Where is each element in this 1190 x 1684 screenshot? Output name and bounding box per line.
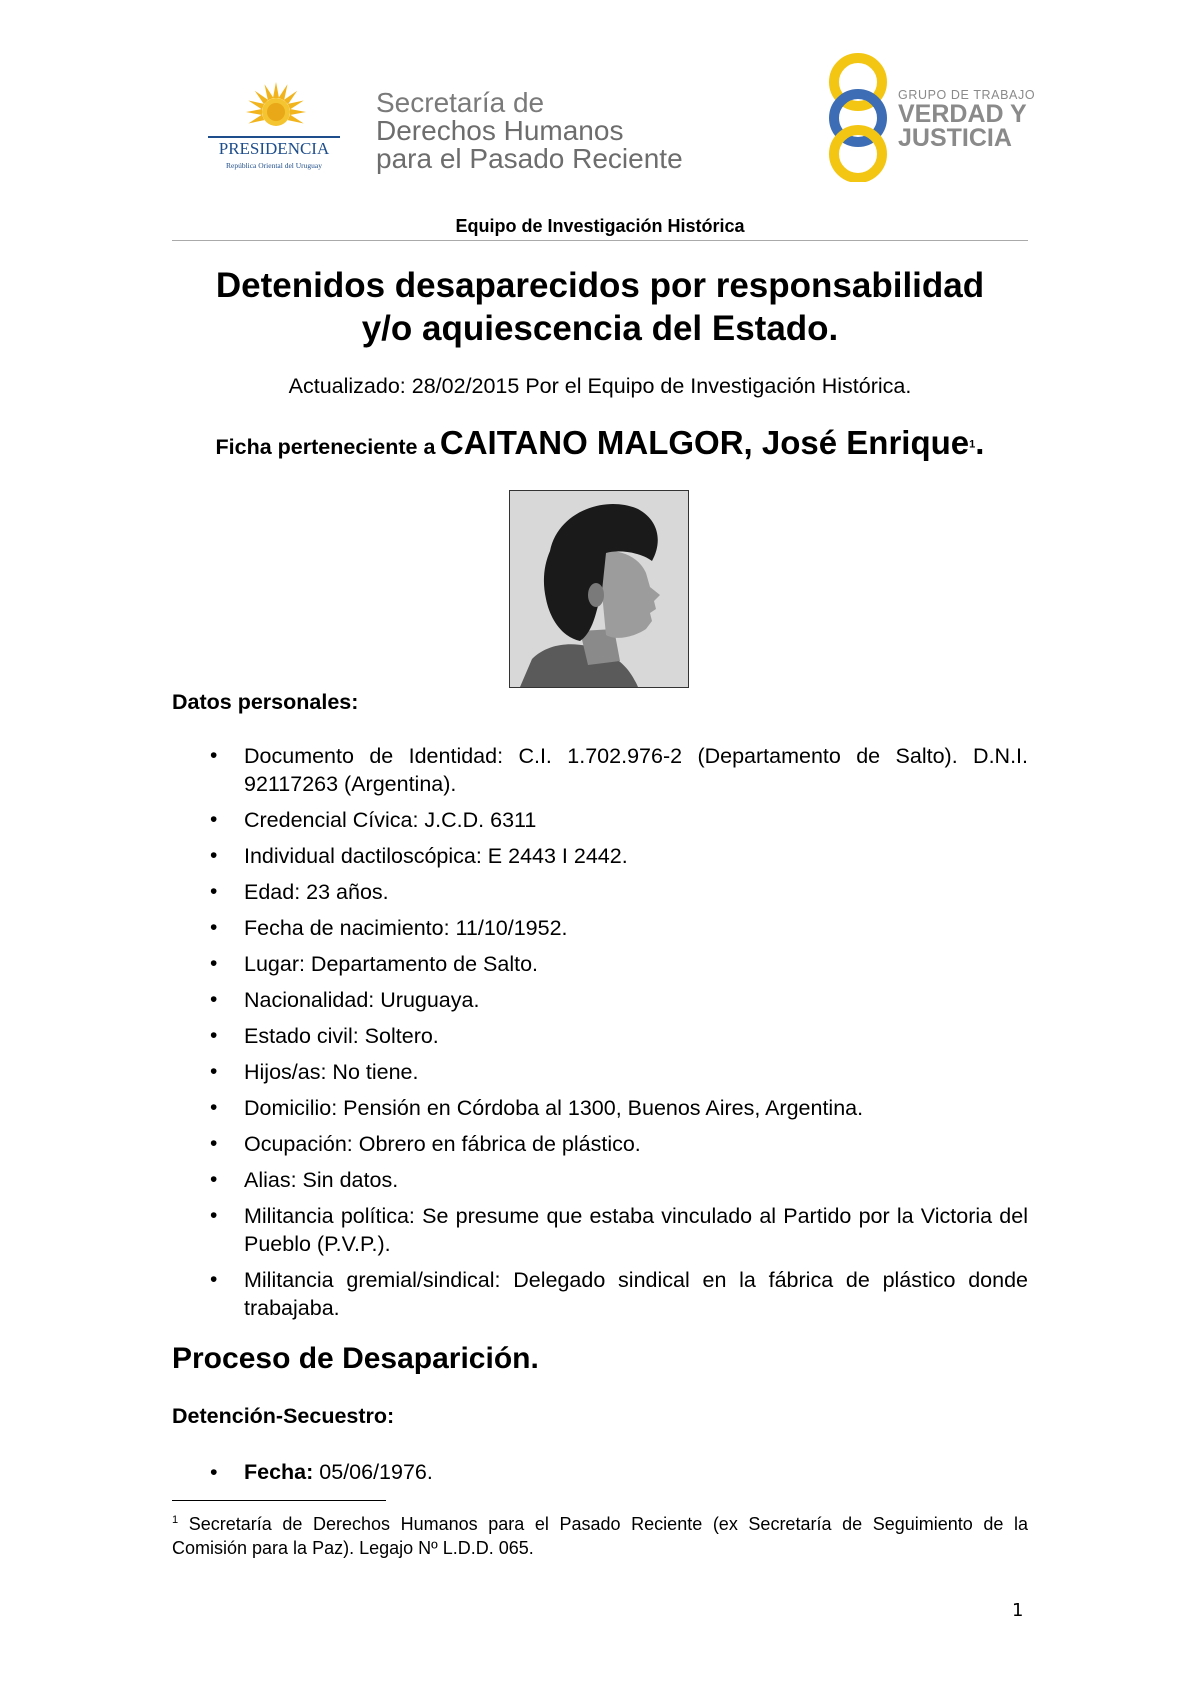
footnote-divider (172, 1500, 386, 1501)
sun-emblem-icon (198, 80, 350, 176)
footnote-number: 1 (172, 1514, 179, 1526)
list-item: • Alias: Sin datos. (172, 1166, 1028, 1194)
verdad-label: VERDAD Y (898, 100, 1027, 128)
fecha-label: Fecha: (244, 1460, 314, 1484)
list-item (172, 1458, 1028, 1486)
updated-date: Actualizado: 28/02/2015 Por el Equipo de Investigación Histórica. (288, 374, 912, 398)
list-item: • Individual dactiloscópica: E 2443 I 2442. (172, 842, 1028, 870)
secretaria-line-3: para el Pasado Reciente (376, 143, 683, 174)
fecha-value: 05/06/1976. (313, 1460, 433, 1484)
ficha-suffix: . (975, 424, 985, 461)
presidencia-logo (198, 80, 350, 176)
page-number: 1 (1012, 1600, 1024, 1621)
presidencia-subtitle: República Oriental del Uruguay (225, 161, 323, 170)
secretaria-line-1: Secretaría de (376, 87, 545, 118)
grupo-label: GRUPO DE TRABAJO (898, 88, 1036, 102)
list-item: • Ocupación: Obrero en fábrica de plástico. (172, 1130, 1028, 1158)
detencion-list (172, 1458, 1028, 1486)
list-item: • Lugar: Departamento de Salto. (172, 950, 1028, 978)
team-label: Equipo de Investigación Histórica (455, 216, 745, 236)
portrait-photo (509, 490, 689, 688)
secretaria-wordmark (376, 88, 706, 173)
list-item: • Credencial Cívica: J.C.D. 6311 (172, 806, 1028, 834)
detencion-heading: Detención-Secuestro: (172, 1404, 395, 1428)
list-item: • Estado civil: Soltero. (172, 1022, 1028, 1050)
title-line-1: Detenidos desaparecidos por responsabilidad (215, 266, 985, 305)
linked-rings-icon (822, 52, 902, 182)
list-item: • Domicilio: Pensión en Córdoba al 1300, Buenos Aires, Argentina. (172, 1094, 1028, 1122)
footnote-text: Secretaría de Derechos Humanos para el Pasado Reciente (ex Secretaría de Seguimiento de la Comisión para la Paz). Legajo Nº L.D.D. 065. (172, 1514, 1028, 1558)
footnote-ref: 1 (969, 438, 976, 451)
list-item: • Nacionalidad: Uruguaya. (172, 986, 1028, 1014)
proceso-heading: Proceso de Desaparición. (172, 1342, 539, 1375)
footnote (172, 1508, 1028, 1560)
person-name: CAITANO MALGOR, José Enrique (439, 424, 970, 461)
justicia-label: JUSTICIA (898, 124, 1012, 152)
list-item: • Militancia gremial/sindical: Delegado sindical en la fábrica de plástico donde trabajaba. (172, 1266, 1028, 1322)
presidencia-name: PRESIDENCIA (218, 139, 330, 158)
document-title (172, 264, 1028, 350)
ficha-heading (172, 424, 1028, 462)
title-line-2: y/o aquiescencia del Estado. (361, 309, 839, 348)
list-item: • Hijos/as: No tiene. (172, 1058, 1028, 1086)
ficha-prefix: Ficha perteneciente a (215, 435, 436, 459)
datos-personales-heading: Datos personales: (172, 690, 359, 714)
header-divider (172, 240, 1028, 241)
list-item: • Fecha de nacimiento: 11/10/1952. (172, 914, 1028, 942)
personal-data-list (172, 742, 1028, 1330)
secretaria-line-2: Derechos Humanos (376, 115, 624, 146)
verdad-justicia-wordmark (898, 88, 1038, 150)
list-item: • Edad: 23 años. (172, 878, 1028, 906)
list-item: • Militancia política: Se presume que estaba vinculado al Partido por la Victoria del Pueblo (P.V.P.). (172, 1202, 1028, 1258)
list-item: • Documento de Identidad: C.I. 1.702.976-2 (Departamento de Salto). D.N.I. 92117263 (Argentina). (172, 742, 1028, 798)
